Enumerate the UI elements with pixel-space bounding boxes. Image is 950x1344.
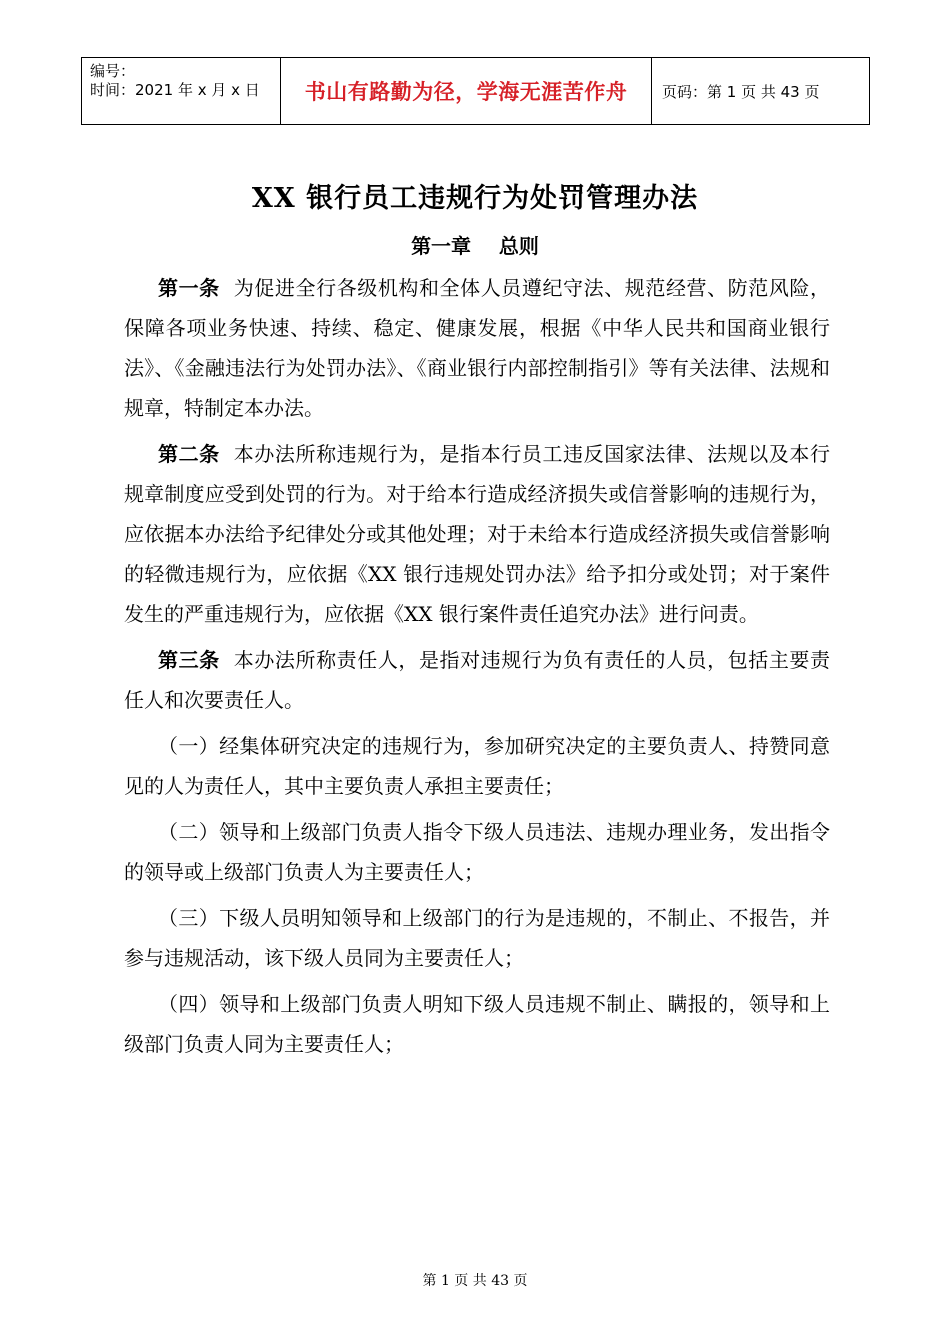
article [124,434,830,634]
header-meta-cell [82,58,281,124]
article-label: 第二条 [158,442,220,466]
header-motto: 书山有路勤为径，学海无涯苦作舟 [281,58,652,124]
page-footer: 第 1 页 共 43 页 [422,1273,528,1289]
header-table [81,57,870,125]
chapter-number: 第一章 [411,234,472,258]
list-item: （一）经集体研究决定的违规行为，参加研究决定的主要负责人、持赞同意见的人为责任人，其中主要负责人承担主要责任； [124,734,830,798]
list-item: （四）领导和上级部门负责人明知下级人员违规不制止、瞒报的，领导和上级部门负责人同为主要责任人； [124,992,830,1056]
list-item: （三）下级人员明知领导和上级部门的行为是违规的，不制止、不报告，并参与违规活动，该下级人员同为主要责任人； [124,906,830,970]
serial-label: 编号： [90,62,136,80]
header-page-info: 页码：第 1 页 共 43 页 [662,82,820,101]
article-label: 第一条 [158,276,220,300]
article [124,268,830,428]
document-body [124,268,830,1070]
chapter-name: 总则 [498,234,539,258]
article-text: 为促进全行各级机构和全体人员遵纪守法、规范经营、防范风险，保障各项业务快速、持续、稳定、健康发展，根据《中华人民共和国商业银行法》、《金融违法行为处罚办法》、《商业银行内部控制指引》等有关法律、法规和规章，特制定本办法。 [124,276,831,420]
article [124,640,830,720]
chapter-heading [0,230,950,259]
list-item: （二）领导和上级部门负责人指令下级人员违法、违规办理业务，发出指令的领导或上级部门负责人为主要责任人； [124,820,830,884]
date-label: 时间：2021 年 x 月 x 日 [90,81,260,99]
article-text: 本办法所称违规行为，是指本行员工违反国家法律、法规以及本行规章制度应受到处罚的行为。对于给本行造成经济损失或信誉影响的违规行为，应依据本办法给予纪律处分或其他处理；对于未给本行造成经济损失或信誉影响的轻微违规行为，应依据《XX 银行违规处罚办法》给予扣分或处罚；对于案件发生的严重违规行为，应依据《XX 银行案件责任追究办法》进行问责。 [124,442,831,626]
article-text: 本办法所称责任人，是指对违规行为负有责任的人员，包括主要责任人和次要责任人。 [124,648,831,712]
document-title: XX 银行员工违规行为处罚管理办法 [251,183,699,214]
article-label: 第三条 [158,648,220,672]
